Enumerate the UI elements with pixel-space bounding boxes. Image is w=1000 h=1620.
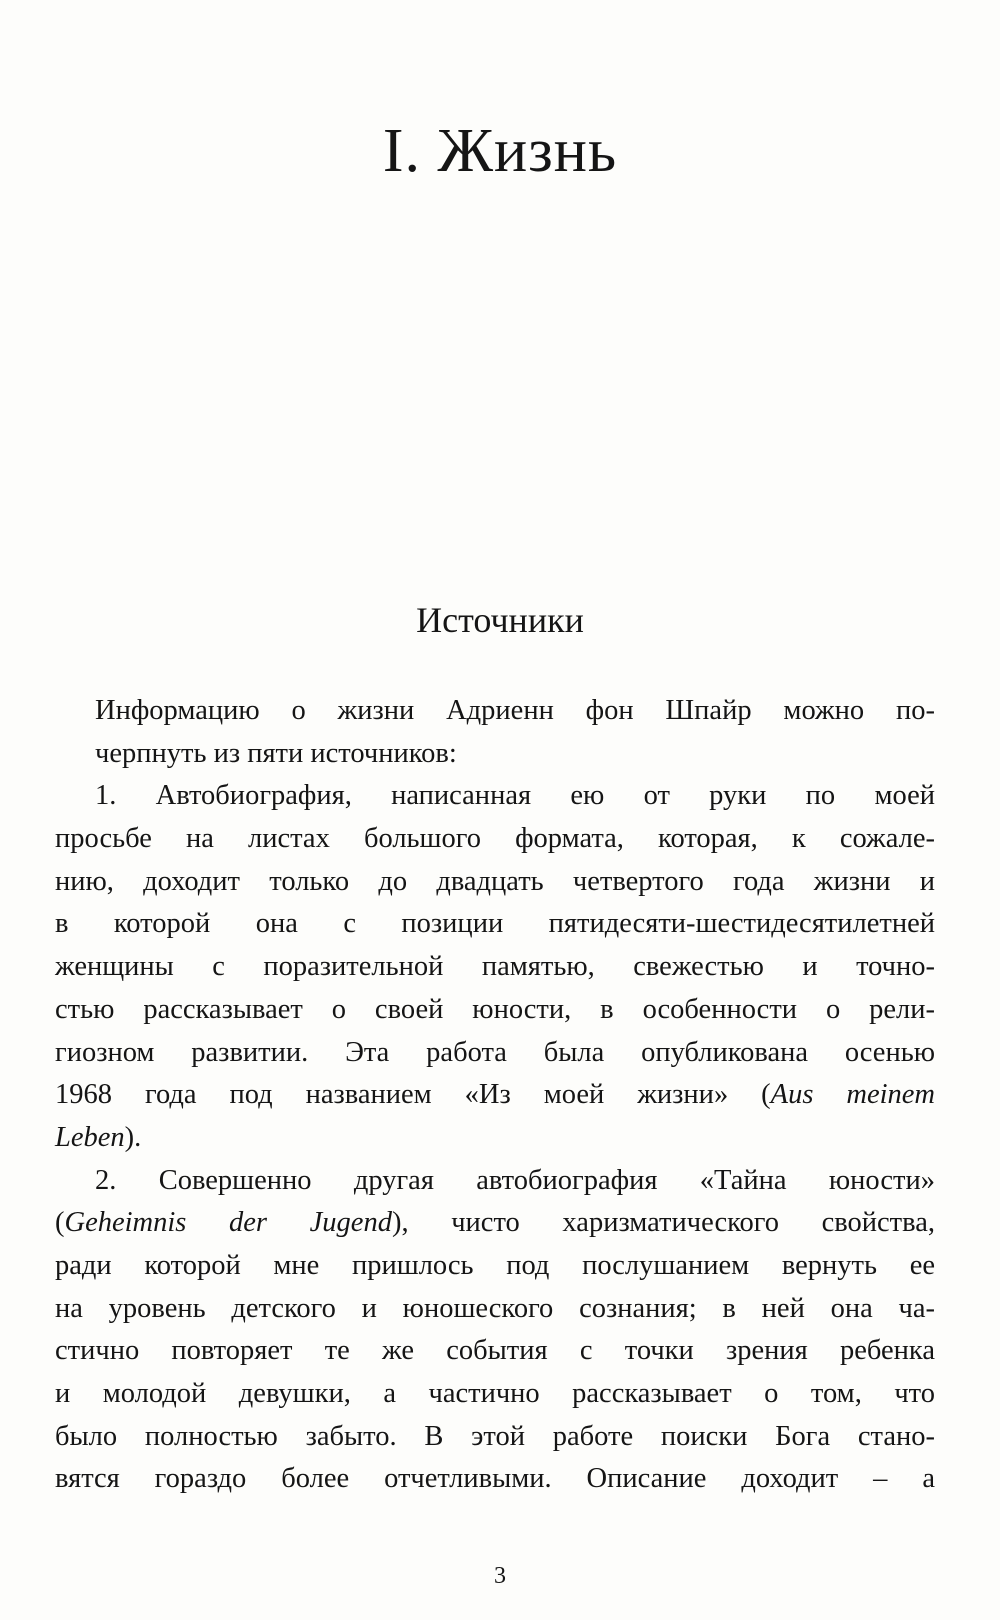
italic-title: Leben bbox=[55, 1121, 125, 1153]
line-text: на уровень детского и юношеского сознания; в ней она ча- bbox=[55, 1292, 935, 1324]
line-text: черпнуть из пяти источников: bbox=[95, 737, 457, 769]
line-text: Информацию о жизни Адриенн фон Шпайр можно по- bbox=[95, 695, 935, 726]
line-text: нию, доходит только до двадцать четвертого года жизни и bbox=[55, 865, 935, 897]
text-line bbox=[55, 1074, 935, 1117]
line-text: ради которой мне пришлось под послушанием вернуть ее bbox=[55, 1249, 935, 1281]
text-line bbox=[55, 1160, 935, 1203]
text-line bbox=[55, 1373, 935, 1416]
italic-title: Aus meinem bbox=[770, 1079, 936, 1111]
text-line bbox=[55, 690, 935, 733]
text-line bbox=[55, 1202, 935, 1245]
line-text: 2. Совершенно другая автобиография «Тайна юности» bbox=[95, 1164, 935, 1196]
line-text: 1968 года под названием «Из моей жизни» ( bbox=[55, 1079, 771, 1111]
italic-title: Geheimnis der Jugend bbox=[64, 1207, 392, 1239]
line-text: и молодой девушки, а частично рассказывает о том, что bbox=[55, 1378, 935, 1409]
line-text: 1. Автобиография, написанная ею от руки по моей bbox=[95, 780, 935, 812]
body-text bbox=[55, 690, 935, 1501]
line-text: ( bbox=[55, 1207, 65, 1239]
text-line bbox=[55, 1117, 935, 1160]
line-text: в которой она с позиции пятидесяти-шестидесятилетней bbox=[55, 908, 935, 940]
line-text: стью рассказывает о своей юности, в особенности о рели- bbox=[55, 993, 935, 1025]
text-line bbox=[55, 903, 935, 946]
line-text: вятся гораздо более отчетливыми. Описание доходит – а bbox=[55, 1463, 935, 1495]
text-line bbox=[55, 989, 935, 1032]
text-line bbox=[55, 946, 935, 989]
text-line bbox=[55, 818, 935, 861]
text-line bbox=[55, 1458, 935, 1501]
line-text: просьбе на листах большого формата, которая, к сожале- bbox=[55, 823, 935, 855]
line-text: стично повторяет те же события с точки зрения ребенка bbox=[55, 1335, 935, 1367]
page-number: 3 bbox=[494, 1563, 506, 1589]
section-heading: Источники bbox=[416, 600, 584, 640]
text-line bbox=[55, 1245, 935, 1288]
text-line bbox=[55, 733, 935, 776]
text-line bbox=[55, 775, 935, 818]
text-line bbox=[55, 1330, 935, 1373]
text-line bbox=[55, 1032, 935, 1075]
text-line bbox=[55, 1288, 935, 1331]
line-text: было полностью забыто. В этой работе поиски Бога стано- bbox=[55, 1420, 935, 1452]
text-line bbox=[55, 861, 935, 904]
line-text: гиозном развитии. Эта работа была опубликована осенью bbox=[55, 1036, 935, 1068]
line-text: ), чисто харизматического свойства, bbox=[391, 1207, 935, 1239]
line-text: женщины с поразительной памятью, свежестью и точно- bbox=[55, 951, 935, 983]
line-text: ). bbox=[124, 1121, 142, 1153]
text-line bbox=[55, 1416, 935, 1459]
chapter-title: I. Жизнь bbox=[382, 117, 618, 185]
